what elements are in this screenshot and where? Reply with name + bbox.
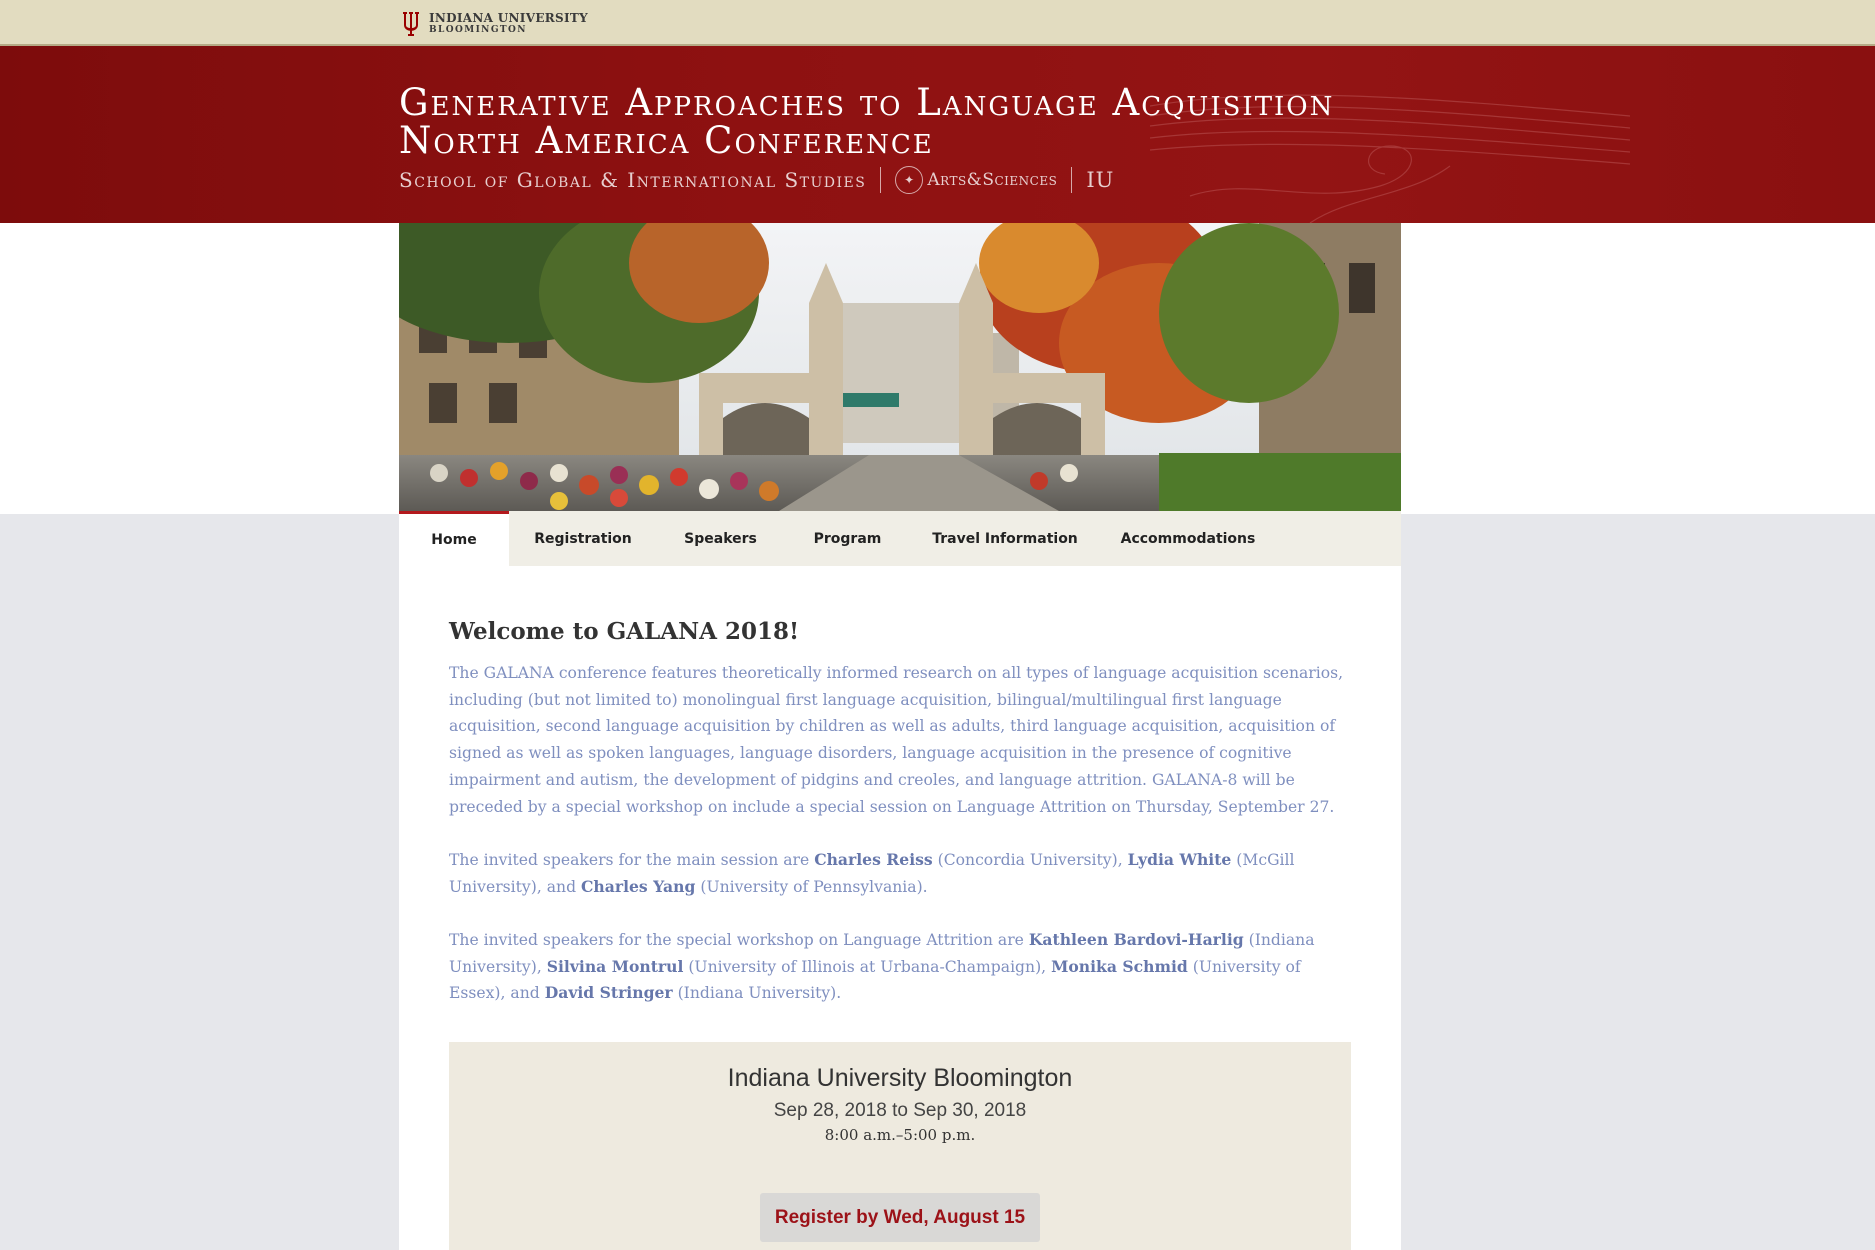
- main-content: [399, 566, 1401, 1250]
- nav-speakers[interactable]: Speakers: [684, 530, 757, 547]
- event-location: Indiana University Bloomington: [727, 1064, 1073, 1092]
- site-title-line-1: Generative Approaches to Language Acquisition: [399, 81, 1335, 124]
- speaker-name: Silvina Montrul: [546, 956, 684, 976]
- speaker-affiliation: (University of Essex), and: [449, 957, 1301, 1003]
- school-link[interactable]: School of Global & International Studies: [399, 168, 867, 192]
- event-time: 8:00 a.m.–5:00 p.m.: [824, 1126, 976, 1144]
- brand-line-2: BLOOMINGTON: [429, 24, 527, 35]
- speaker-name: David Stringer: [544, 983, 673, 1003]
- nav-accommodations[interactable]: Accommodations: [1120, 530, 1256, 547]
- main-nav: [399, 511, 1401, 566]
- speaker-name: Monika Schmid: [1051, 956, 1188, 976]
- brand-line-1: INDIANA UNIVERSITY: [429, 10, 589, 25]
- nav-program[interactable]: Program: [813, 530, 882, 547]
- iu-trident-icon: [399, 9, 423, 37]
- speaker-name: Charles Reiss: [814, 850, 933, 869]
- nav-registration[interactable]: Registration: [534, 530, 632, 547]
- speaker-name: Kathleen Bardovi-Harlig: [1028, 930, 1244, 949]
- arts-sciences-label: Arts&Sciences: [927, 170, 1058, 190]
- main-speakers-lead: The invited speakers for the main session are: [449, 851, 815, 869]
- college-seal-icon: ✦: [895, 166, 923, 194]
- divider: [880, 167, 881, 193]
- arts-sciences-link[interactable]: [895, 166, 1057, 194]
- header-subline: [399, 166, 1114, 194]
- workshop-speakers-lead: The invited speakers for the special workshop on Language Attrition are: [449, 931, 1029, 949]
- sample-gates-photo: [399, 223, 1401, 511]
- site-header: [0, 46, 1875, 223]
- hero-image: [399, 223, 1401, 511]
- nav-home[interactable]: Home: [399, 511, 509, 566]
- speaker-affiliation: (University of Pennsylvania).: [695, 877, 928, 896]
- divider: [1071, 167, 1072, 193]
- speaker-name: Lydia White: [1127, 850, 1232, 869]
- main-speakers-paragraph: [449, 847, 1359, 900]
- event-details-box: [449, 1042, 1351, 1250]
- iu-top-bar: [0, 0, 1875, 46]
- event-dates: Sep 28, 2018 to Sep 30, 2018: [773, 1100, 1027, 1121]
- speaker-name: Charles Yang: [581, 876, 696, 896]
- iu-brand-link[interactable]: [399, 9, 588, 37]
- speaker-affiliation: (Concordia University),: [932, 851, 1128, 869]
- intro-paragraph: The GALANA conference features theoretically informed research on all types of language acquisition scenarios, including (but not limited to) monolingual first language acquisition, bilingual/multilingual first language acquisition, second language acquisition by children as well as adults, third language acquisition, acquisition of signed as well as spoken languages, language disorders, language acquisition in the presence of cognitive impairment and autism, the development of pidgins and creoles, and language attrition. GALANA-8 will be preceded by a special workshop on include a special session on Language Attrition on Thursday, September 27.: [449, 664, 1344, 816]
- site-title-line-2: North America Conference: [399, 119, 934, 162]
- workshop-speakers-paragraph: [449, 927, 1359, 1007]
- speaker-affiliation: (McGill University), and: [449, 851, 1295, 896]
- speaker-affiliation: (University of Illinois at Urbana-Champaign),: [683, 957, 1052, 976]
- speaker-affiliation: (Indiana University).: [672, 984, 842, 1003]
- register-button[interactable]: Register by Wed, August 15: [760, 1193, 1040, 1242]
- iu-link[interactable]: IU: [1086, 168, 1115, 192]
- site-title[interactable]: [399, 81, 1335, 162]
- page-title: Welcome to GALANA 2018!: [449, 618, 800, 645]
- speaker-affiliation: (Indiana University),: [449, 931, 1315, 976]
- nav-travel-information[interactable]: Travel Information: [932, 530, 1078, 547]
